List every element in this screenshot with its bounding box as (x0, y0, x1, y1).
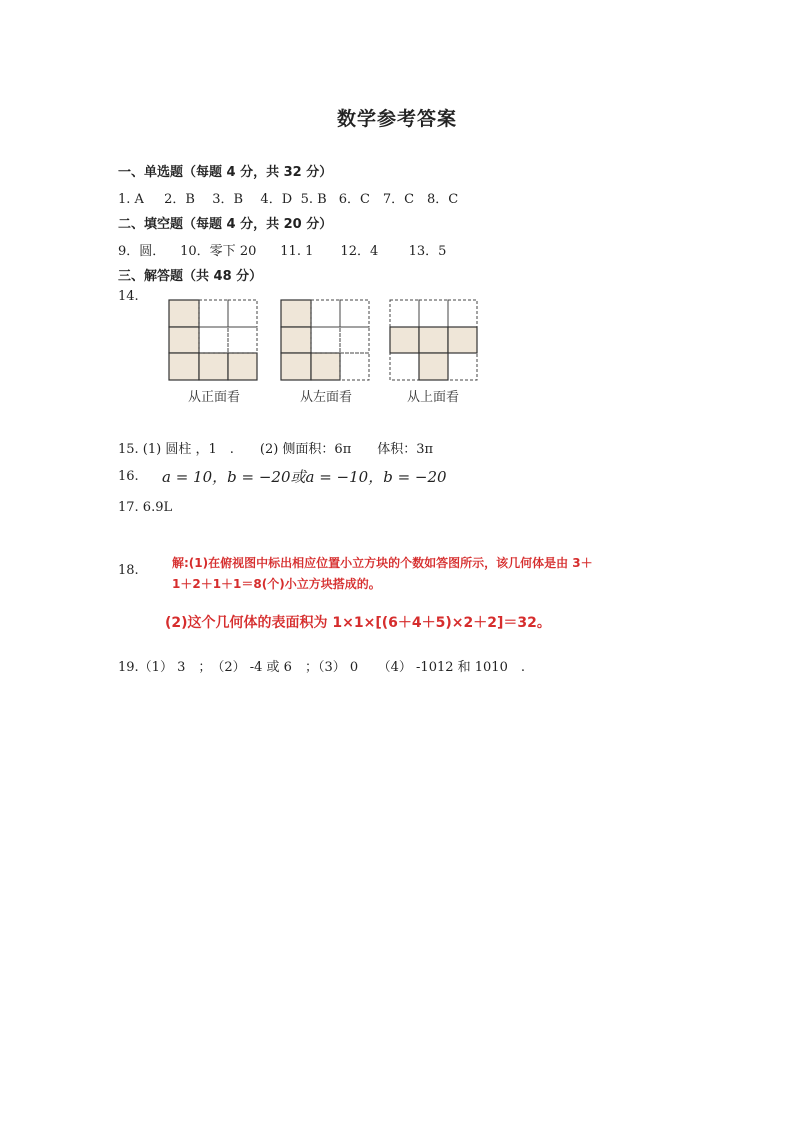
q17-answer: 17. 6.9L (118, 500, 173, 515)
q18-label: 18. (118, 563, 139, 578)
q19-answer: 19.（1） 3 ； （2） -4 或 6 ；（3） 0 （4） -1012 和 1010 . (118, 660, 525, 675)
section-heading-solutions: 三、解答题（共 48 分） (118, 269, 263, 284)
answer-9: 9．圆． (118, 244, 166, 259)
section-heading-fill-in: 二、填空题（每题 4 分，共 20 分） (118, 217, 333, 232)
q15-answer: 15. (1) 圆柱 ，1 . (2) 侧面积：6π 体积：3π (118, 442, 434, 457)
front-view-caption: 从正面看 (187, 390, 240, 405)
answer-5: 5. B (300, 192, 327, 207)
top-view-grid (387, 299, 481, 383)
answer-1: 1. A (118, 192, 144, 207)
answer-12: 12．4 (340, 244, 379, 259)
section-heading-single-choice: 一、单选题（每题 4 分，共 32 分） (118, 165, 333, 180)
answer-4: 4．D (260, 192, 293, 207)
q18-solution-line1: 解:(1)在俯视图中标出相应位置小立方块的个数如答图所示，该几何体是由 3＋ (172, 556, 593, 570)
page-title: 数学参考答案 (336, 108, 457, 130)
fill-in-answers (118, 240, 459, 259)
answer-2: 2．B (164, 192, 195, 207)
answer-7: 7．C (382, 192, 415, 207)
answer-13: 13．5 (408, 244, 447, 259)
single-choice-answers (118, 188, 467, 207)
q16-label: 16. (118, 469, 139, 484)
front-view-grid (167, 299, 261, 383)
answer-8: 8．C (426, 192, 459, 207)
answer-3: 3．B (212, 192, 244, 207)
q18-solution-line2: 1＋2＋1＋1＝8(个)小立方块搭成的。 (172, 577, 381, 591)
q18-solution-line3: (2)这个几何体的表面积为 1×1×[(6＋4＋5)×2＋2]＝32。 (165, 615, 551, 631)
left-view-caption: 从左面看 (299, 390, 352, 405)
q14-label: 14. (118, 289, 139, 304)
answer-11: 11. 1 (280, 244, 314, 259)
answer-6: 6．C (338, 192, 370, 207)
answer-10: 10．零下 20 (180, 244, 257, 259)
left-view-grid (279, 299, 373, 383)
q16-expression: a = 10，b = −20或a = −10，b = −20 (162, 468, 447, 486)
top-view-caption: 从上面看 (406, 390, 459, 405)
